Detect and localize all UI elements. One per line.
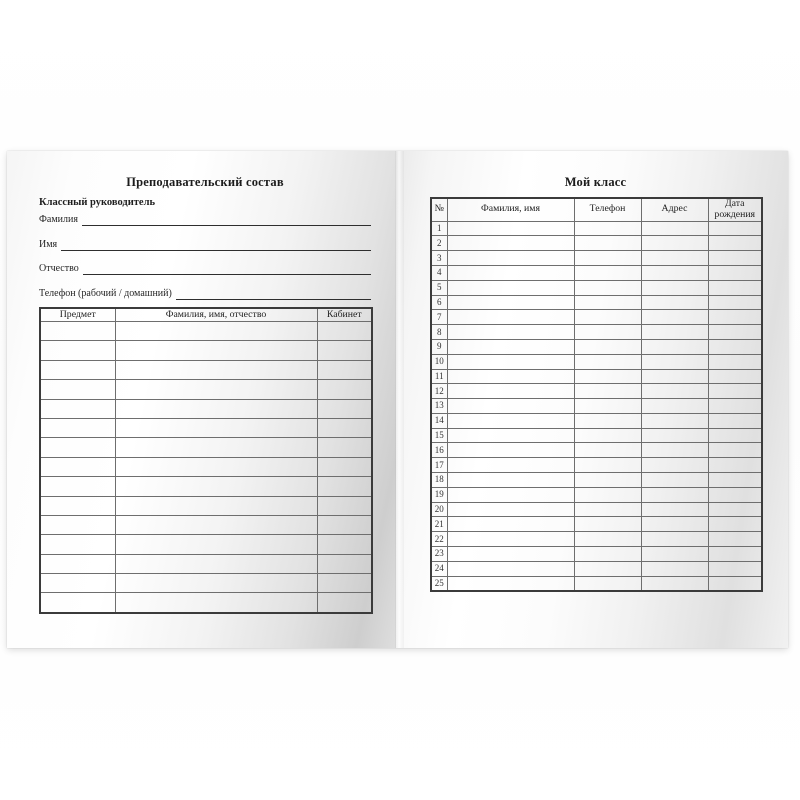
column-header: Предмет xyxy=(40,308,115,322)
diary-spread xyxy=(7,151,788,648)
table-row xyxy=(431,576,762,591)
empty-cell xyxy=(317,593,372,613)
empty-cell xyxy=(40,399,115,418)
empty-cell xyxy=(574,443,641,458)
empty-cell xyxy=(115,496,317,515)
row-number-cell: 24 xyxy=(431,561,447,576)
table-header-row xyxy=(40,308,372,322)
empty-cell xyxy=(40,322,115,341)
empty-cell xyxy=(447,517,574,532)
empty-cell xyxy=(447,458,574,473)
row-number-cell: 22 xyxy=(431,532,447,547)
table-row xyxy=(40,360,372,379)
empty-cell xyxy=(447,221,574,236)
empty-cell xyxy=(115,554,317,573)
row-number-cell: 11 xyxy=(431,369,447,384)
left-page xyxy=(7,151,396,648)
empty-cell xyxy=(641,502,708,517)
empty-cell xyxy=(708,310,762,325)
field-label: Отчество xyxy=(39,263,79,274)
empty-cell xyxy=(447,487,574,502)
row-number-cell: 2 xyxy=(431,236,447,251)
class-list-table xyxy=(430,197,763,592)
empty-cell xyxy=(447,325,574,340)
empty-cell xyxy=(641,576,708,591)
empty-cell xyxy=(708,325,762,340)
table-row xyxy=(431,384,762,399)
empty-cell xyxy=(115,360,317,379)
empty-cell xyxy=(641,384,708,399)
right-page xyxy=(396,151,788,648)
empty-cell xyxy=(317,438,372,457)
row-number-cell: 4 xyxy=(431,265,447,280)
empty-cell xyxy=(447,532,574,547)
empty-cell xyxy=(641,310,708,325)
field-blank-line xyxy=(82,224,371,226)
row-number-cell: 9 xyxy=(431,339,447,354)
subjects-table xyxy=(39,307,373,614)
empty-cell xyxy=(641,221,708,236)
empty-cell xyxy=(447,295,574,310)
table-row xyxy=(431,399,762,414)
field-blank-line xyxy=(176,298,371,300)
row-number-cell: 13 xyxy=(431,399,447,414)
row-number-cell: 1 xyxy=(431,221,447,236)
class-teacher-section-label: Классный руководитель xyxy=(39,197,156,208)
empty-cell xyxy=(115,574,317,593)
empty-cell xyxy=(574,310,641,325)
empty-cell xyxy=(317,380,372,399)
empty-cell xyxy=(447,310,574,325)
empty-cell xyxy=(447,265,574,280)
empty-cell xyxy=(641,236,708,251)
empty-cell xyxy=(574,221,641,236)
table-row xyxy=(40,554,372,573)
empty-cell xyxy=(574,295,641,310)
empty-cell xyxy=(574,517,641,532)
empty-cell xyxy=(708,443,762,458)
empty-cell xyxy=(115,322,317,341)
empty-cell xyxy=(447,428,574,443)
table-row xyxy=(431,458,762,473)
empty-cell xyxy=(708,295,762,310)
empty-cell xyxy=(317,418,372,437)
empty-cell xyxy=(447,354,574,369)
column-header: № xyxy=(431,198,447,221)
table-row xyxy=(431,325,762,340)
table-row xyxy=(431,517,762,532)
empty-cell xyxy=(115,457,317,476)
empty-cell xyxy=(708,576,762,591)
empty-cell xyxy=(708,502,762,517)
empty-cell xyxy=(641,399,708,414)
empty-cell xyxy=(574,399,641,414)
row-number-cell: 5 xyxy=(431,280,447,295)
empty-cell xyxy=(447,339,574,354)
empty-cell xyxy=(574,265,641,280)
table-row xyxy=(40,515,372,534)
empty-cell xyxy=(574,547,641,562)
column-header: Фамилия, имя xyxy=(447,198,574,221)
write-in-field xyxy=(39,237,371,251)
column-header: Фамилия, имя, отчество xyxy=(115,308,317,322)
empty-cell xyxy=(574,369,641,384)
table-row xyxy=(40,341,372,360)
table-row xyxy=(40,593,372,613)
empty-cell xyxy=(574,354,641,369)
empty-cell xyxy=(40,418,115,437)
empty-cell xyxy=(317,360,372,379)
empty-cell xyxy=(447,280,574,295)
table-row xyxy=(431,473,762,488)
table-row xyxy=(40,496,372,515)
table-row xyxy=(40,418,372,437)
row-number-cell: 16 xyxy=(431,443,447,458)
empty-cell xyxy=(317,477,372,496)
table-row xyxy=(431,280,762,295)
write-in-field xyxy=(39,261,371,275)
empty-cell xyxy=(40,496,115,515)
table-row xyxy=(40,380,372,399)
empty-cell xyxy=(708,339,762,354)
empty-cell xyxy=(447,384,574,399)
empty-cell xyxy=(447,399,574,414)
table-row xyxy=(431,561,762,576)
empty-cell xyxy=(641,295,708,310)
empty-cell xyxy=(641,325,708,340)
empty-cell xyxy=(574,502,641,517)
table-row xyxy=(40,477,372,496)
empty-cell xyxy=(317,457,372,476)
table-row xyxy=(40,438,372,457)
empty-cell xyxy=(40,457,115,476)
row-number-cell: 14 xyxy=(431,413,447,428)
empty-cell xyxy=(115,399,317,418)
empty-cell xyxy=(641,413,708,428)
empty-cell xyxy=(447,576,574,591)
empty-cell xyxy=(40,477,115,496)
field-label: Имя xyxy=(39,238,58,250)
table-row xyxy=(431,354,762,369)
empty-cell xyxy=(574,413,641,428)
empty-cell xyxy=(317,341,372,360)
empty-cell xyxy=(708,369,762,384)
empty-cell xyxy=(708,561,762,576)
table-row xyxy=(431,236,762,251)
empty-cell xyxy=(574,325,641,340)
empty-cell xyxy=(40,574,115,593)
empty-cell xyxy=(708,265,762,280)
empty-cell xyxy=(115,341,317,360)
empty-cell xyxy=(641,428,708,443)
field-label: Фамилия xyxy=(39,214,78,225)
empty-cell xyxy=(447,473,574,488)
row-number-cell: 8 xyxy=(431,325,447,340)
table-row xyxy=(431,265,762,280)
empty-cell xyxy=(317,535,372,554)
empty-cell xyxy=(708,251,762,266)
empty-cell xyxy=(317,515,372,534)
empty-cell xyxy=(708,532,762,547)
table-row xyxy=(40,322,372,341)
field-label: Телефон (рабочий / домашний) xyxy=(39,287,172,299)
write-in-field xyxy=(39,286,371,300)
table-row xyxy=(40,535,372,554)
empty-cell xyxy=(708,428,762,443)
row-number-cell: 10 xyxy=(431,354,447,369)
empty-cell xyxy=(574,561,641,576)
empty-cell xyxy=(641,251,708,266)
empty-cell xyxy=(708,473,762,488)
empty-cell xyxy=(447,443,574,458)
row-number-cell: 20 xyxy=(431,502,447,517)
field-blank-line xyxy=(83,273,371,275)
column-header: Адрес xyxy=(641,198,708,221)
row-number-cell: 23 xyxy=(431,547,447,562)
empty-cell xyxy=(115,535,317,554)
empty-cell xyxy=(574,576,641,591)
empty-cell xyxy=(574,532,641,547)
empty-cell xyxy=(40,515,115,534)
empty-cell xyxy=(641,473,708,488)
empty-cell xyxy=(708,458,762,473)
left-page-title: Преподавательский состав xyxy=(126,175,284,189)
row-number-cell: 21 xyxy=(431,517,447,532)
row-number-cell: 12 xyxy=(431,384,447,399)
empty-cell xyxy=(115,515,317,534)
empty-cell xyxy=(641,369,708,384)
empty-cell xyxy=(708,384,762,399)
empty-cell xyxy=(447,251,574,266)
empty-cell xyxy=(641,458,708,473)
empty-cell xyxy=(708,517,762,532)
empty-cell xyxy=(641,354,708,369)
empty-cell xyxy=(641,547,708,562)
table-row xyxy=(431,532,762,547)
table-row xyxy=(431,413,762,428)
empty-cell xyxy=(708,413,762,428)
row-number-cell: 18 xyxy=(431,473,447,488)
right-page-title: Мой класс xyxy=(564,175,627,189)
empty-cell xyxy=(115,438,317,457)
empty-cell xyxy=(447,547,574,562)
table-row xyxy=(431,443,762,458)
table-row xyxy=(431,221,762,236)
empty-cell xyxy=(708,354,762,369)
empty-cell xyxy=(641,561,708,576)
table-header-row xyxy=(431,198,762,221)
empty-cell xyxy=(115,593,317,613)
empty-cell xyxy=(115,477,317,496)
empty-cell xyxy=(574,280,641,295)
table-row xyxy=(431,502,762,517)
empty-cell xyxy=(574,236,641,251)
table-row xyxy=(431,310,762,325)
empty-cell xyxy=(447,502,574,517)
empty-cell xyxy=(708,547,762,562)
empty-cell xyxy=(40,438,115,457)
empty-cell xyxy=(641,265,708,280)
empty-cell xyxy=(447,561,574,576)
empty-cell xyxy=(641,443,708,458)
write-in-field xyxy=(39,212,371,226)
empty-cell xyxy=(40,360,115,379)
column-header: Телефон xyxy=(574,198,641,221)
table-row xyxy=(431,339,762,354)
table-row xyxy=(431,251,762,266)
empty-cell xyxy=(574,384,641,399)
table-row xyxy=(40,457,372,476)
empty-cell xyxy=(447,369,574,384)
empty-cell xyxy=(574,487,641,502)
row-number-cell: 19 xyxy=(431,487,447,502)
empty-cell xyxy=(574,473,641,488)
column-header: Дата рождения xyxy=(708,198,762,221)
column-header: Кабинет xyxy=(317,308,372,322)
empty-cell xyxy=(40,341,115,360)
row-number-cell: 6 xyxy=(431,295,447,310)
table-row xyxy=(431,547,762,562)
empty-cell xyxy=(708,399,762,414)
empty-cell xyxy=(708,236,762,251)
empty-cell xyxy=(708,280,762,295)
field-blank-line xyxy=(61,249,371,251)
table-row xyxy=(431,428,762,443)
empty-cell xyxy=(115,380,317,399)
empty-cell xyxy=(40,593,115,613)
empty-cell xyxy=(641,339,708,354)
empty-cell xyxy=(574,428,641,443)
table-row xyxy=(40,574,372,593)
empty-cell xyxy=(40,380,115,399)
empty-cell xyxy=(574,251,641,266)
row-number-cell: 17 xyxy=(431,458,447,473)
table-row xyxy=(431,369,762,384)
empty-cell xyxy=(317,574,372,593)
empty-cell xyxy=(641,517,708,532)
empty-cell xyxy=(708,221,762,236)
empty-cell xyxy=(317,496,372,515)
row-number-cell: 15 xyxy=(431,428,447,443)
empty-cell xyxy=(641,532,708,547)
row-number-cell: 25 xyxy=(431,576,447,591)
table-row xyxy=(431,295,762,310)
empty-cell xyxy=(641,280,708,295)
row-number-cell: 3 xyxy=(431,251,447,266)
empty-cell xyxy=(317,322,372,341)
empty-cell xyxy=(574,458,641,473)
empty-cell xyxy=(574,339,641,354)
table-row xyxy=(431,487,762,502)
empty-cell xyxy=(447,413,574,428)
empty-cell xyxy=(40,535,115,554)
empty-cell xyxy=(641,487,708,502)
empty-cell xyxy=(317,399,372,418)
row-number-cell: 7 xyxy=(431,310,447,325)
empty-cell xyxy=(708,487,762,502)
empty-cell xyxy=(447,236,574,251)
empty-cell xyxy=(115,418,317,437)
empty-cell xyxy=(317,554,372,573)
table-row xyxy=(40,399,372,418)
empty-cell xyxy=(40,554,115,573)
